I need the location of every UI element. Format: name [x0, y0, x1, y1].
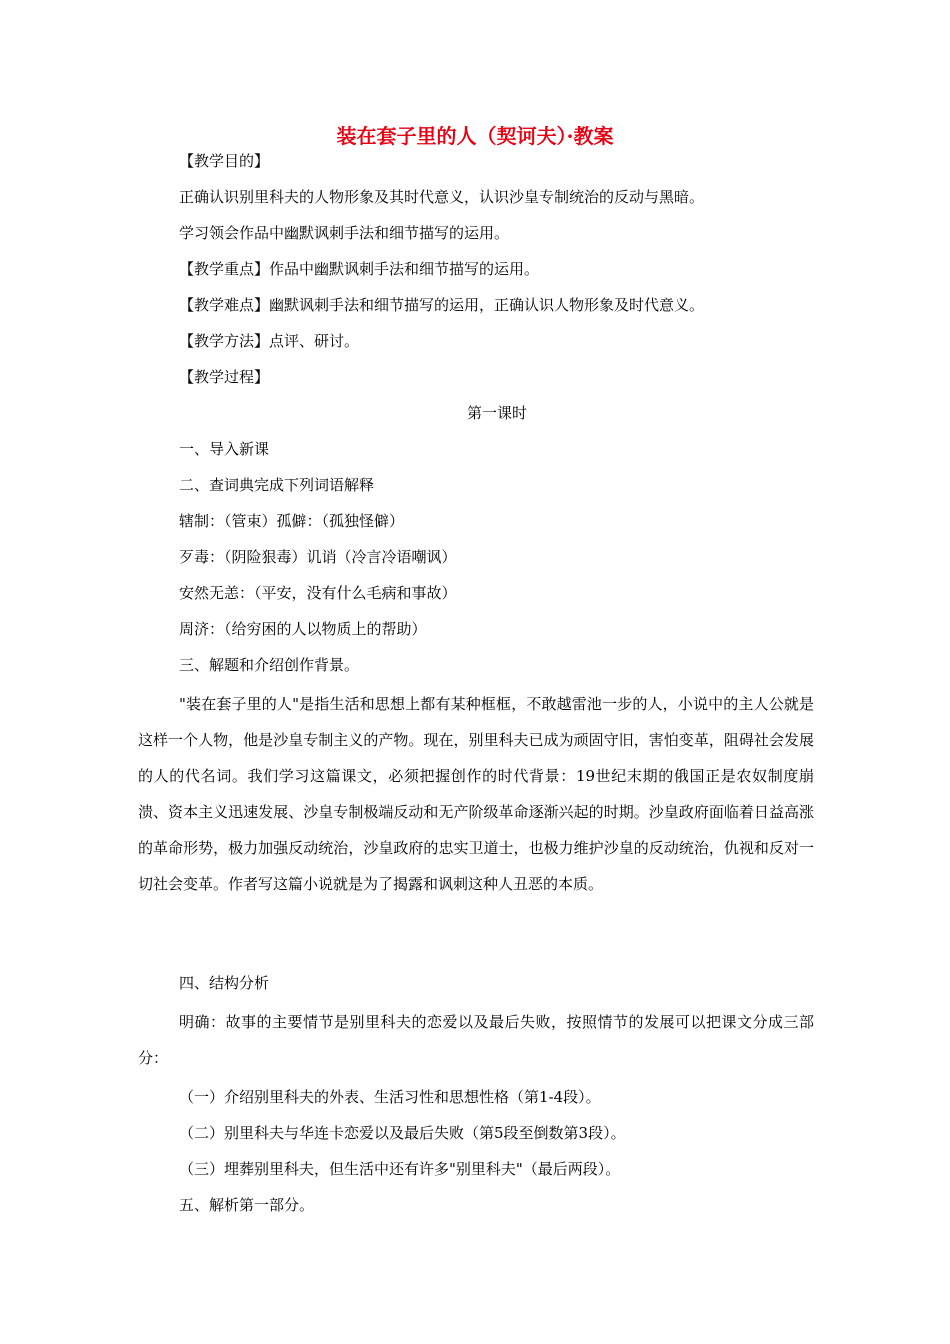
section-heading-process: 【教学过程】: [179, 368, 270, 386]
vocab-line-1: 辖制：（管束）孤僻：（孤独怪僻）: [179, 512, 405, 530]
structure-part-2: （二）别里科夫与华连卡恋爱以及最后失败（第5段至倒数第3段）。: [179, 1124, 626, 1142]
structure-part-3: （三）埋葬别里科夫，但生活中还有许多"别里科夫"（最后两段）。: [179, 1160, 621, 1178]
key-points-line: 【教学重点】作品中幽默讽刺手法和细节描写的运用。: [179, 260, 540, 278]
step-3-heading: 三、解题和介绍创作背景。: [179, 656, 360, 674]
objective-line-1: 正确认识别里科夫的人物形象及其时代意义，认识沙皇专制统治的反动与黑暗。: [179, 188, 705, 206]
lesson-heading: 第一课时: [466, 404, 527, 422]
section-heading-objectives: 【教学目的】: [179, 152, 270, 170]
difficulties-line: 【教学难点】幽默讽刺手法和细节描写的运用，正确认识人物形象及时代意义。: [179, 296, 705, 314]
methods-line: 【教学方法】点评、研讨。: [179, 332, 360, 350]
objective-line-2: 学习领会作品中幽默讽刺手法和细节描写的运用。: [179, 224, 510, 242]
vocab-line-2: 歹毒：（阴险狠毒）讥诮（冷言冷语嘲讽）: [179, 548, 457, 566]
structure-part-1: （一）介绍别里科夫的外表、生活习性和思想性格（第1-4段）。: [179, 1088, 601, 1106]
step-4-heading: 四、结构分析: [179, 974, 270, 992]
structure-paragraph: 明确：故事的主要情节是别里科夫的恋爱以及最后失败，按照情节的发展可以把课文分成三部分：: [138, 1013, 814, 1067]
vocab-line-4: 周济：（给穷困的人以物质上的帮助）: [179, 620, 427, 638]
step-2-heading: 二、查词典完成下列词语解释: [179, 476, 375, 494]
step-5-heading: 五、解析第一部分。: [179, 1196, 315, 1214]
vocab-line-3: 安然无恙：（平安，没有什么毛病和事故）: [179, 584, 457, 602]
step-1-heading: 一、导入新课: [179, 440, 270, 458]
background-paragraph: "装在套子里的人"是指生活和思想上都有某种框框，不敢越雷池一步的人，小说中的主人公就是这样一个人物，他是沙皇专制主义的产物。现在，别里科夫已成为顽固守旧，害怕变革，阻碍社会发展的人的代名词。我们学习这篇课文，必须把握创作的时代背景：19世纪末期的俄国正是农奴制度崩溃、资本主义迅速发展、沙皇专制极端反动和无产阶级革命逐渐兴起的时期。沙皇政府面临着日益高涨的革命形势，极力加强反动统治，沙皇政府的忠实卫道士，也极力维护沙皇的反动统治，仇视和反对一切社会变革。作者写这篇小说就是为了揭露和讽刺这种人丑恶的本质。: [138, 695, 814, 893]
document-title: 装在套子里的人（契诃夫）·教案: [336, 124, 614, 148]
